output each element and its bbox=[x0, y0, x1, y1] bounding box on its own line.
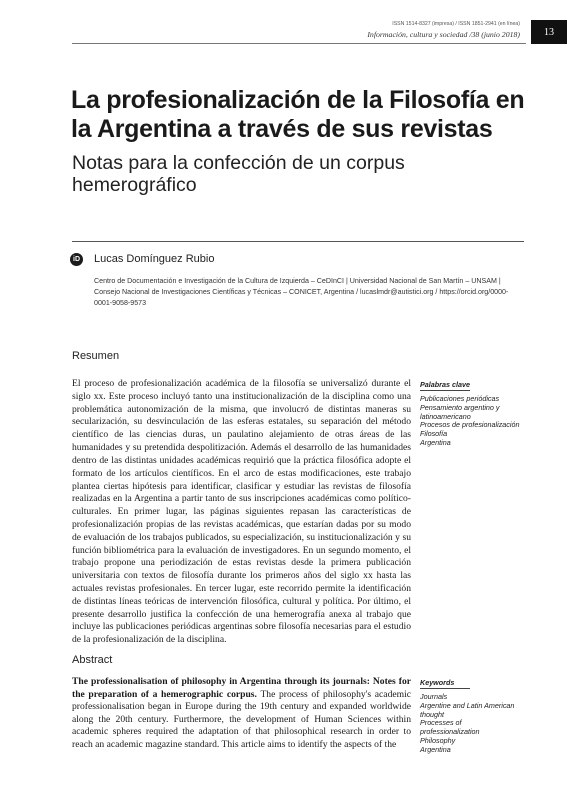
author-name: Lucas Domínguez Rubio bbox=[94, 253, 215, 265]
abstract-english-title: The professionalisation of philosophy in Argentina through its journals: Notes for the preparation of a hemerographic corpus. bbox=[72, 676, 411, 700]
keywords-heading: Keywords bbox=[420, 678, 455, 687]
resumen-heading: Resumen bbox=[72, 350, 120, 362]
keyword-item: Filosofía bbox=[420, 429, 448, 439]
keyword-item: Argentina bbox=[420, 744, 451, 754]
keyword-item: Philosophy bbox=[420, 735, 456, 745]
article-title: La profesionalización de la Filosofía en la Argentina a través de sus revistas bbox=[71, 86, 525, 143]
keyword-item: Publicaciones periódicas bbox=[420, 394, 500, 403]
abstract-body bbox=[72, 676, 411, 752]
palabras-clave-heading: Palabras clave bbox=[420, 380, 470, 389]
orcid-icon[interactable]: iD bbox=[70, 253, 83, 266]
issn-line: ISSN 1514-8327 (impresa) / ISSN 1851-2941 (en línea) bbox=[392, 21, 520, 27]
article-subtitle: Notas para la confección de un corpus hemerográfico bbox=[72, 152, 405, 196]
author-divider bbox=[72, 241, 524, 242]
keywords-divider bbox=[420, 688, 470, 689]
palabras-clave-list bbox=[420, 395, 520, 448]
resumen-body: El proceso de profesionalización académica de la filosofía se universalizó durante el siglo xx. Este proceso incluyó tanto una institucionalización de la disciplina como una problemática autonomización de la misma, que involucró de distintas maneras su secularización, su desvinculación de las esferas estatales, su separación del método científico de las ciencias duras, un paulatino alejamiento de otras áreas de las humanidades y su pretendida despolitización. Además el desarrollo de las humanidades dentro de las distintas unidades académicas requirió que la práctica filosófica adopte el formato de los artículos científicos. En el arco de estas modificaciones, este trabajo plantea ciertas hipótesis para identificar, clasificar y estudiar las revistas de filosofía realizadas en la Argentina a partir tanto de sus inscripciones académicas como político-culturales. En primer lugar, las páginas siguientes repasan las características de profesionalización propias de las revistas académicas, que estarían dadas por su modo de evaluación de los trabajos publicados, su especialización, su institucionalización y su función bibliométrica para la evaluación de investigadores. En un segundo momento, el trabajo propone una periodización de estas revistas desde la primera publicación universitaria con textos de filosofía durante los primeros años del siglo xx hasta las actuales revistas profesionales. En tercer lugar, este recorrido permite la identificación de distintas líneas teóricas de intervención filosófica, cultural y política. Por último, el presente desarrollo justifica la confección de una hemerografía anexa al trabajo que incluye las publicaciones periódicas argentinas sobre filosofía necesarias para el estudio de la profesionalización de la disciplina. bbox=[72, 378, 411, 646]
keyword-item: Journals bbox=[420, 692, 448, 701]
keyword-item: Processes of professionalization bbox=[420, 718, 480, 737]
keywords-divider bbox=[420, 390, 470, 391]
abstract-text: The process of philosophy's academic professionalisation began in Europe during the 19th century and expanded worldwide along the 20th century. Furthermore, the development of Human Sciences within academic spheres required the adaptation of that philosophical research in order to reach an academic magazine standard. This article aims to identify the aspects of the bbox=[72, 688, 412, 750]
abstract-heading: Abstract bbox=[72, 654, 113, 666]
keyword-item: Argentina bbox=[420, 437, 451, 447]
keywords-list bbox=[420, 693, 520, 755]
keyword-item: Procesos de profesionalización bbox=[420, 420, 520, 430]
page-number-badge: 13 bbox=[531, 20, 567, 44]
keyword-item: Argentine and Latin American thought bbox=[420, 700, 515, 719]
author-affiliation: Centro de Documentación e Investigación de la Cultura de Izquierda – CeDInCI | Universidad Nacional de San Martín – UNSAM | Consejo Nacional de Investigaciones Científicas y Técnicas – CONICET, Argentina / lucaslmdr@autistici.org / https://orcid.org/0000-0001-9058-9573 bbox=[94, 277, 509, 307]
journal-citation: Información, cultura y sociedad /38 (junio 2018) bbox=[367, 30, 520, 39]
header-divider bbox=[72, 43, 526, 44]
keyword-item: Pensamiento argentino y latinoamericano bbox=[420, 402, 500, 421]
